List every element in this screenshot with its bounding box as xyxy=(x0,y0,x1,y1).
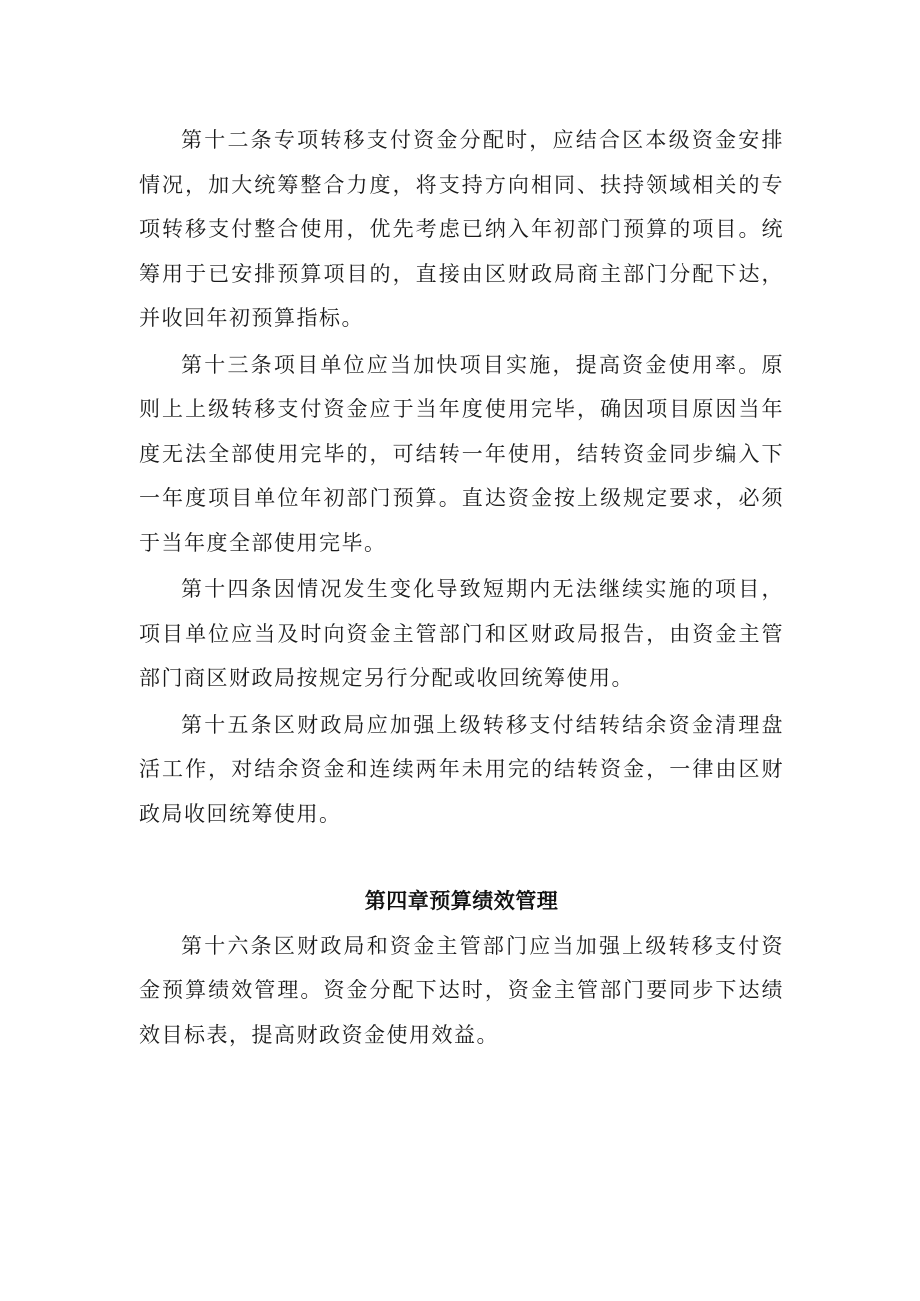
chapter-heading: 第四章预算绩效管理 xyxy=(364,889,559,913)
article-16-paragraph: 第十六条区财政局和资金主管部门应当加强上级转移支付资金预算绩效管理。资金分配下达时，资金主管部门要同步下达绩效目标表，提高财政资金使用效益。 xyxy=(139,933,784,1047)
article-13-paragraph: 第十三条项目单位应当加快项目实施，提高资金使用率。原则上上级转移支付资金应于当年度使用完毕，确因项目原因当年度无法全部使用完毕的，可结转一年使用，结转资金同步编入下一年度项目单位年初部门预算。直达资金按上级规定要求，必须于当年度全部使用完毕。 xyxy=(139,352,784,555)
article-12-paragraph: 第十二条专项转移支付资金分配时，应结合区本级资金安排情况，加大统筹整合力度，将支持方向相同、扶持领域相关的专项转移支付整合使用，优先考虑已纳入年初部门预算的项目。统筹用于已安排预算项目的，直接由区财政局商主部门分配下达，并收回年初预算指标。 xyxy=(139,128,784,330)
article-14-paragraph: 第十四条因情况发生变化导致短期内无法继续实施的项目，项目单位应当及时向资金主管部门和区财政局报告，由资金主管部门商区财政局按规定另行分配或收回统筹使用。 xyxy=(139,577,784,690)
article-15-paragraph: 第十五条区财政局应加强上级转移支付结转结余资金清理盘活工作，对结余资金和连续两年未用完的结转资金，一律由区财政局收回统筹使用。 xyxy=(139,712,784,826)
document-body xyxy=(139,118,784,1057)
